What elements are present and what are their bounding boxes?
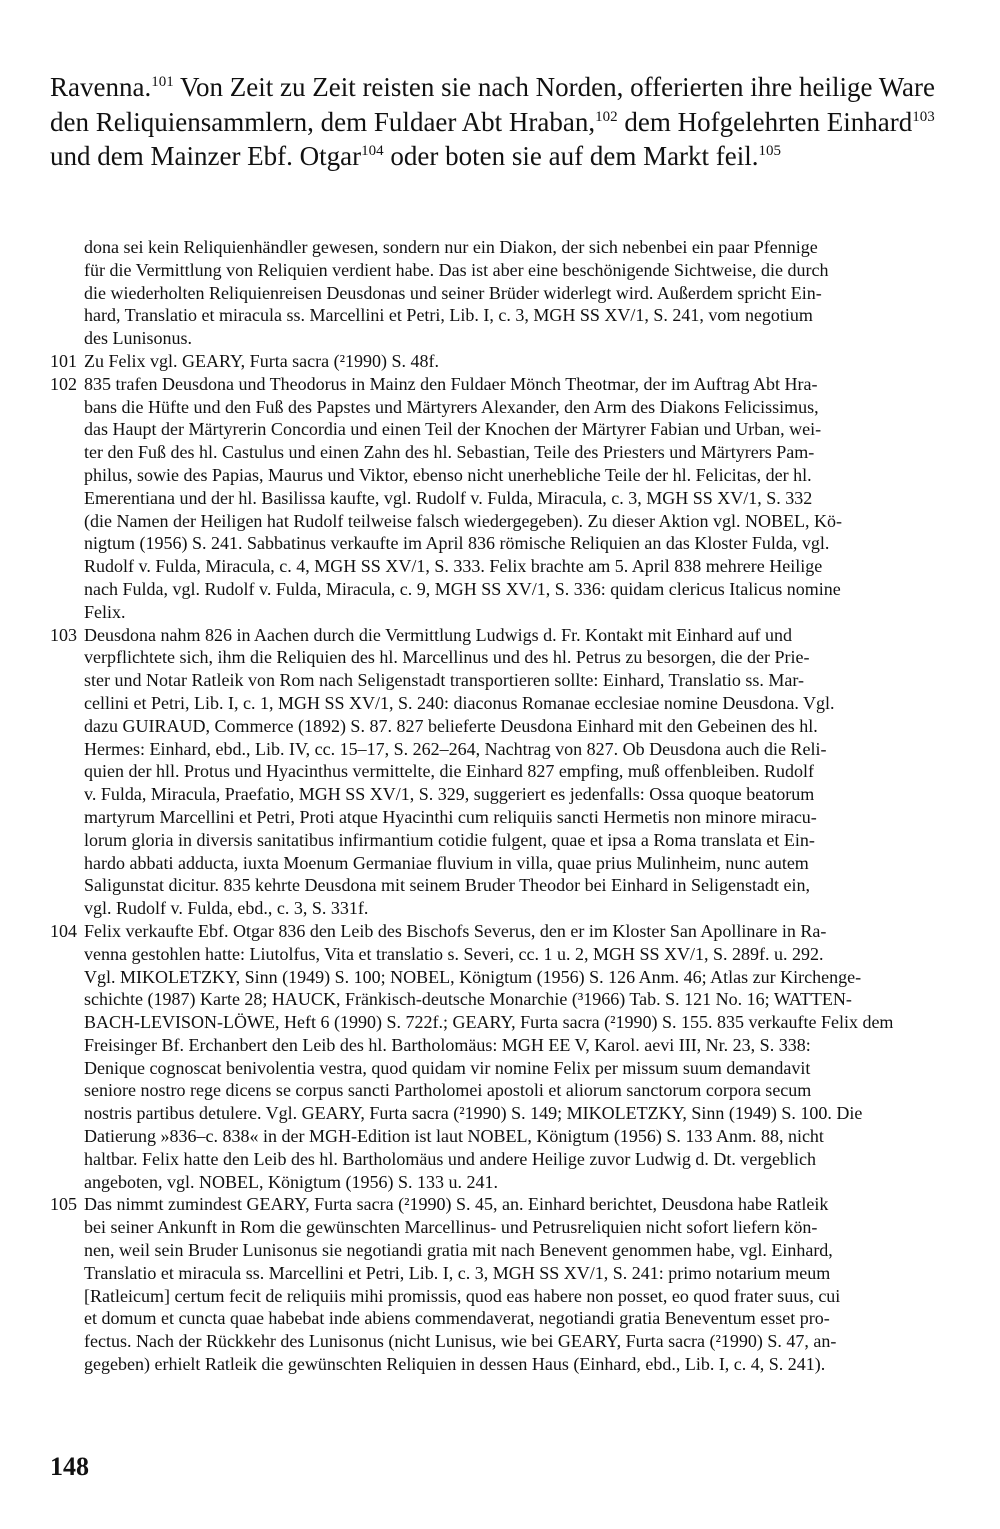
footnote-line: et domum et cuncta quae habebat inde abiens commendaverat, negotiandi gratia Beneventum esset pro- [84, 1308, 830, 1329]
footnote-line: (die Namen der Heiligen hat Rudolf teilweise falsch wiedergegeben). Zu dieser Aktion vgl. NOBEL, Kö- [84, 510, 842, 531]
footnote-line: BACH-LEVISON-LÖWE, Heft 6 (1990) S. 722f.; GEARY, Furta sacra (²1990) S. 155. 835 verkaufte Felix dem [84, 1012, 894, 1033]
footnote-line: Zu Felix vgl. GEARY, Furta sacra (²1990) S. 48f. [84, 350, 440, 371]
footnote-line: haltbar. Felix hatte den Leib des hl. Bartholomäus und andere Heilige zuvor Ludwig d. Dt. vergeblich [84, 1148, 816, 1169]
footnote-line: nach Fulda, vgl. Rudolf v. Fulda, Miracula, c. 9, MGH SS XV/1, S. 336: quidam clericus Italicus nomine [84, 578, 841, 599]
footnote-102 [50, 373, 955, 624]
footnote-line: für die Vermittlung von Reliquien verdient habe. Das ist aber eine beschönigende Sichtweise, die durch [84, 259, 829, 280]
footnote-line: ster und Notar Ratleik von Rom nach Seligenstadt transportieren sollte: Einhard, Translatio ss. Mar- [84, 670, 805, 691]
footnote-line: des Lunisonus. [84, 328, 192, 349]
footnote-line: die wiederholten Reliquienreisen Deusdonas und seiner Brüder widerlegt wird. Außerdem spricht Ein- [84, 282, 822, 303]
footnote-line: nen, weil sein Bruder Lunisonus sie negotiandi gratia mit nach Benevent genommen habe, vgl. Einhard, [84, 1240, 833, 1261]
footnote-continuation [50, 236, 955, 350]
footnote-105 [50, 1193, 955, 1375]
footnote-line: ter den Fuß des hl. Castulus und einen Zahn des hl. Sebastian, Teile des Priesters und Märtyrers Pam- [84, 442, 815, 463]
footnote-line: Hermes: Einhard, ebd., Lib. IV, cc. 15–17, S. 262–264, Nachtrag von 827. Ob Deusdona auch die Reli- [84, 738, 827, 759]
footnote-ref[interactable]: 104 [361, 143, 384, 159]
footnote-line: bei seiner Ankunft in Rom die gewünschten Marcellinus- und Petrusreliquien nicht sofort liefern kön- [84, 1217, 818, 1238]
footnote-line: [Ratleicum] certum fecit de reliquiis mihi promissis, quod eas habere non posset, eo quod frater suus, cui [84, 1285, 841, 1306]
footnote-101 [50, 350, 955, 373]
footnote-line: Datierung »836–c. 838« in der MGH-Edition ist laut NOBEL, Königtum (1956) S. 133 Anm. 88, nicht [84, 1126, 824, 1147]
footnote-line: Saligunstat dicitur. 835 kehrte Deusdona mit seinem Bruder Theodor bei Einhard in Seligenstadt ein, [84, 875, 811, 896]
footnote-line: das Haupt der Märtyrerin Concordia und einen Teil der Knochen der Märtyrer Fabian und Urban, wei- [84, 419, 822, 440]
footnote-line: verpflichtete sich, ihm die Reliquien des hl. Marcellinus und des hl. Petrus zu besorgen, die der Prie- [84, 647, 810, 668]
text-run: dem Hofgelehrten Einhard [617, 106, 913, 137]
footnote-line: gegeben) erhielt Ratleik die gewünschten Reliquien in dessen Haus (Einhard, ebd., Lib. I, c. 4, S. 241). [84, 1354, 826, 1375]
footnote-line: dona sei kein Reliquienhändler gewesen, sondern nur ein Diakon, der sich nebenbei ein paar Pfennige [84, 237, 818, 257]
footnote-line: Freisinger Bf. Erchanbert den Leib des hl. Bartholomäus: MGH EE V, Karol. aevi III, Nr. 23, S. 338: [84, 1034, 811, 1055]
main-line [50, 70, 955, 105]
text-run: den Reliquiensammlern, dem Fuldaer Abt Hraban, [50, 106, 596, 137]
footnote-line: lorum gloria in diversis sanitatibus infirmantium cotidie fulgent, quae et ipsa a Roma translata et Ein- [84, 829, 815, 850]
footnote-line: vgl. Rudolf v. Fulda, ebd., c. 3, S. 331f. [84, 898, 369, 919]
footnote-number: 104 [50, 920, 77, 941]
footnotes-block [50, 236, 955, 1376]
main-line [50, 139, 955, 174]
footnote-line: martyrum Marcellini et Petri, Proti atque Hyacinthi cum reliquiis sancti Hermetis non minore miracu- [84, 806, 817, 827]
text-run: oder boten sie auf dem Markt feil. [383, 141, 759, 171]
footnote-line: seniore nostro rege dicens se corpus sancti Partholomei apostoli et aliorum sanctorum corpora secum [84, 1080, 812, 1101]
footnote-line: v. Fulda, Miracula, Praefatio, MGH SS XV/1, S. 329, suggeriert es jedenfalls: Ossa quoque beatorum [84, 784, 815, 805]
footnote-line: nostris partibus detulere. Vgl. GEARY, Furta sacra (²1990) S. 149; MIKOLETZKY, Sinn (1949) S. 100. Die [84, 1103, 863, 1124]
footnote-line: cellini et Petri, Lib. I, c. 1, MGH SS XV/1, S. 240: diaconus Romanae ecclesiae nomine Deusdona. Vgl. [84, 692, 835, 713]
footnote-line: Translatio et miracula ss. Marcellini et Petri, Lib. I, c. 3, MGH SS XV/1, S. 241: primo notarium meum [84, 1262, 831, 1283]
footnote-number: 101 [50, 350, 77, 371]
footnote-line: dazu GUIRAUD, Commerce (1892) S. 87. 827 belieferte Deusdona Einhard mit den Gebeinen des hl. [84, 715, 818, 736]
footnote-line: schichte (1987) Karte 28; HAUCK, Fränkisch-deutsche Monarchie (³1966) Tab. S. 121 No. 16; WATTEN- [84, 989, 852, 1010]
footnote-line: fectus. Nach der Rückkehr des Lunisonus (nicht Lunisus, wie bei GEARY, Furta sacra (²1990) S. 47, an- [84, 1331, 837, 1352]
footnote-103 [50, 624, 955, 920]
footnote-line: Emerentiana und der hl. Basilissa kaufte, vgl. Rudolf v. Fulda, Miracula, c. 3, MGH SS XV/1, S. 332 [84, 487, 813, 508]
footnote-ref[interactable]: 102 [595, 108, 618, 125]
footnote-line: nigtum (1956) S. 241. Sabbatinus verkaufte im April 836 römische Reliquien an das Kloster Fulda, vgl. [84, 533, 830, 554]
text-run: und dem Mainzer Ebf. Otgar [50, 141, 362, 171]
footnote-line: philus, sowie des Papias, Maurus und Viktor, ebenso nicht unerhebliche Teile der hl. Felicitas, der hl. [84, 464, 812, 485]
footnote-line: bans die Hüfte und den Fuß des Papstes und Märtyrers Alexander, den Arm des Diakons Felicissimus, [84, 396, 819, 417]
footnote-line: Felix verkaufte Ebf. Otgar 836 den Leib des Bischofs Severus, den er im Kloster San Apollinare in Ra- [84, 920, 827, 941]
text-run: Ravenna. [50, 72, 152, 102]
footnote-line: hardo abbati adducta, iuxta Moenum Germaniae fluvium in villa, quae prius Mulinheim, nunc autem [84, 852, 809, 873]
footnote-ref[interactable]: 103 [912, 108, 935, 125]
footnote-number: 102 [50, 373, 77, 394]
page-number: 148 [50, 1452, 89, 1481]
footnote-line: Deusdona nahm 826 in Aachen durch die Vermittlung Ludwigs d. Fr. Kontakt mit Einhard auf und [84, 624, 793, 645]
footnote-104 [50, 920, 955, 1194]
main-paragraph [50, 70, 955, 174]
footnote-line: Rudolf v. Fulda, Miracula, c. 4, MGH SS XV/1, S. 333. Felix brachte am 5. April 838 mehrere Heilige [84, 556, 823, 577]
footnote-line: Das nimmt zumindest GEARY, Furta sacra (²1990) S. 45, an. Einhard berichtet, Deusdona habe Ratleik [84, 1194, 829, 1215]
footnote-line: venna gestohlen hatte: Liutolfus, Vita et translatio s. Severi, cc. 1 u. 2, MGH SS XV/1, S. 289f. u. 292. [84, 943, 824, 964]
footnote-line: Felix. [84, 601, 126, 622]
main-line [50, 105, 955, 140]
footnote-ref[interactable]: 101 [151, 74, 174, 90]
footnote-line: angeboten, vgl. NOBEL, Königtum (1956) S. 133 u. 241. [84, 1171, 498, 1192]
footnote-number: 103 [50, 624, 77, 645]
footnote-line: 835 trafen Deusdona und Theodorus in Mainz den Fuldaer Mönch Theotmar, der im Auftrag Abt Hra- [84, 373, 818, 394]
footnote-line: hard, Translatio et miracula ss. Marcellini et Petri, Lib. I, c. 3, MGH SS XV/1, S. 241, vom negotium [84, 305, 813, 326]
footnote-line: Vgl. MIKOLETZKY, Sinn (1949) S. 100; NOBEL, Königtum (1956) S. 126 Anm. 46; Atlas zur Kirchenge- [84, 966, 862, 987]
text-run: Von Zeit zu Zeit reisten sie nach Norden, offerierten ihre heilige Ware [173, 72, 936, 102]
footnote-line: quien der hll. Protus und Hyacinthus vermittelte, die Einhard 827 empfing, muß offenbleiben. Rudolf [84, 761, 815, 782]
footnote-line: Denique cognoscat benivolentia vestra, quod quidam vir nomine Felix per missum suum demandavit [84, 1057, 811, 1078]
footnote-number: 105 [50, 1194, 77, 1215]
footnote-ref[interactable]: 105 [758, 143, 782, 159]
